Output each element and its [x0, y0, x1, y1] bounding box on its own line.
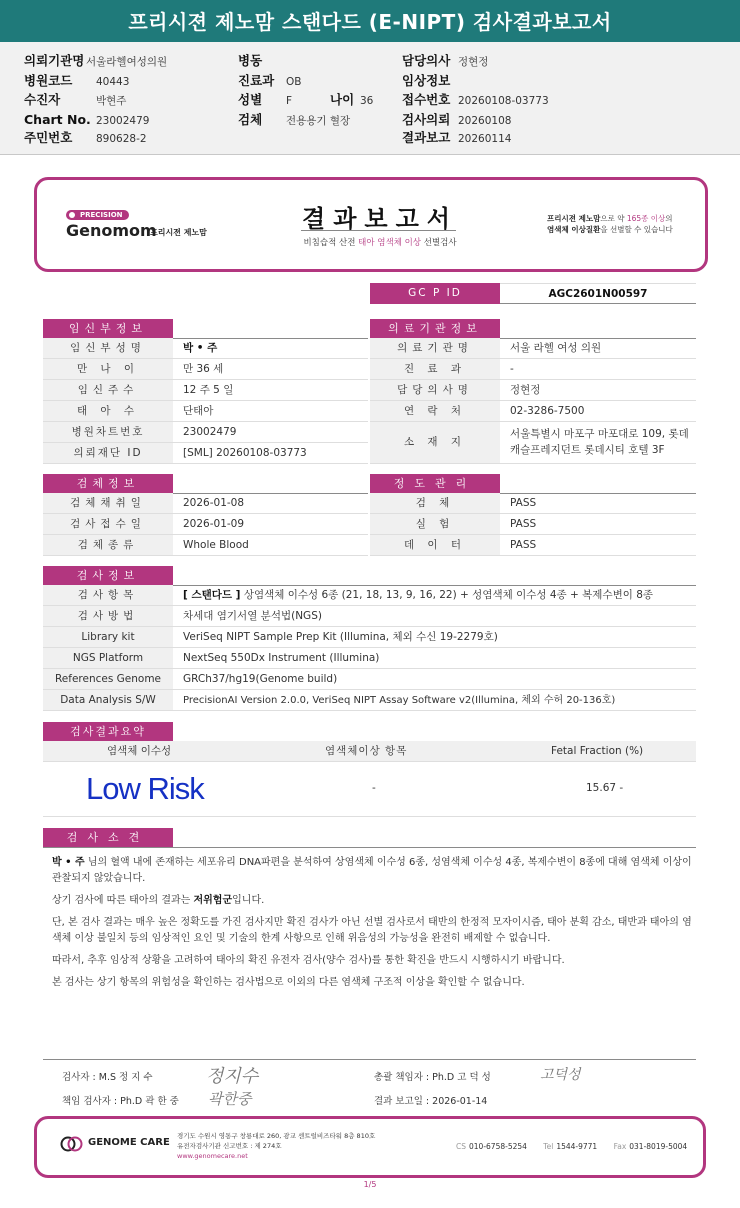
table-row: Data Analysis S/W PrecisionAI Version 2.0.0, VeriSeq NIPT Assay Software v2(Illumina, 체외 수허 20-136호) — [43, 690, 696, 711]
sex-field: 성별 F — [238, 92, 293, 107]
table-row: 검체종류 Whole Blood — [43, 535, 368, 556]
table-row: 담당의사명 정현정 — [370, 380, 696, 401]
patient-info-header — [0, 42, 740, 155]
table-row: 소 재 지 서울특별시 마포구 마포대로 109, 롯데 캐슬프레지던트 롯데시티 호텔 3F — [370, 422, 696, 464]
report-title: 결과보고서 — [302, 204, 458, 233]
clinical-info-field: 임상정보 — [402, 73, 451, 88]
page-number: 1/5 — [363, 1180, 377, 1189]
table-row: 연 락 처 02-3286-7500 — [370, 401, 696, 422]
tester-signature: 정지수 — [206, 1066, 259, 1087]
table-row: 검 체 PASS — [370, 493, 696, 514]
chief-tester-signature: 곽한중 — [208, 1090, 252, 1108]
signature-top-rule — [43, 1059, 696, 1060]
precision-tag: PRECISION — [66, 210, 129, 220]
table-row: 의뢰재단 ID [SML] 20260108-03773 — [43, 443, 368, 464]
pregnant-info-header: 임신부정보 — [43, 319, 173, 338]
age-field: 나이 36 — [330, 92, 374, 107]
patient-name-field: 수진자 박현주 — [24, 92, 127, 107]
specimen-info-header: 검체정보 — [43, 474, 173, 493]
title-divider — [301, 230, 456, 231]
report-window-title: 프리시젼 제노맘 스탠다드 (E-NIPT) 검사결과보고서 — [0, 0, 740, 42]
table-row: 병원차트번호 23002479 — [43, 422, 368, 443]
summary-column-headers: 염색체 이수성 염색체이상 항목 Fetal Fraction (%) — [43, 741, 696, 762]
table-row: 검사접수일 2026-01-09 — [43, 514, 368, 535]
chart-no-field: Chart No. 23002479 — [24, 112, 150, 127]
report-date-field: 결과보고 20260114 — [402, 130, 512, 145]
resident-no-field: 주민번호 890628-2 — [24, 130, 147, 145]
genomom-logo: Genomom — [66, 221, 157, 240]
genomom-logo-sub: 프리시젼 제노맘 — [150, 228, 207, 237]
summary-header: 검사결과요약 — [43, 722, 173, 741]
opinion-rule — [43, 847, 696, 848]
doctor-field: 담당의사 정현정 — [402, 53, 489, 68]
opinion-paragraph-3: 단, 본 검사 결과는 매우 높은 정확도를 가진 검사지만 확진 검사가 아닌 선별 검사로서 태반의 한정적 모자이시즘, 태아 분획 감소, 태반과 태아의 염색체 이상 불일치 등의 임상적인 요인 및 기술의 한계 사항으로 인해 위음성의 가능성을 완전히 배제할 수 없습니다. — [52, 917, 692, 944]
chief-tester-name: 책임 검사자 : Ph.D 곽 한 중 — [62, 1096, 179, 1107]
gcp-id-label: GC P ID — [370, 283, 500, 304]
table-row: References Genome GRCh37/hg19(Genome build) — [43, 669, 696, 690]
director-signature: 고덕성 — [540, 1067, 581, 1083]
opinion-paragraph-2: 상기 검사에 따른 태아의 결과는 저위험군입니다. — [52, 895, 265, 906]
table-row: 임신부성명 박 • 주 — [43, 338, 368, 359]
opinion-header: 검사소견 — [43, 828, 173, 847]
table-row: 데 이 터 PASS — [370, 535, 696, 556]
request-date-field: 검사의뢰 20260108 — [402, 112, 512, 127]
table-row: 태 아 수 단태아 — [43, 401, 368, 422]
address-value: 서울특별시 마포구 마포대로 109, 롯데 캐슬프레지던트 롯데시티 호텔 3F — [510, 428, 689, 456]
report-subtitle: 비침습적 산전 태아 염색체 이상 선별검사 — [303, 238, 457, 248]
table-row: 실 험 PASS — [370, 514, 696, 535]
tester-name: 검사자 : M.S 정 지 수 — [62, 1072, 153, 1083]
website-link[interactable]: www.genomecare.net — [177, 1152, 248, 1160]
ward-field: 병동 — [238, 53, 263, 68]
receipt-no-field: 접수번호 20260108-03773 — [402, 92, 549, 107]
summary-bottom-rule — [43, 816, 696, 817]
fetal-fraction-value: 15.67 - — [586, 782, 624, 794]
qc-info-header: 정도관리 — [370, 474, 500, 493]
department-field: 진료과 OB — [238, 73, 302, 88]
abnormal-items-value: - — [372, 782, 376, 794]
table-row: 만 나 이 만 36 세 — [43, 359, 368, 380]
opinion-paragraph-5: 본 검사는 상기 항목의 위험성을 확인하는 검사법으로 이외의 다른 염색체 구조적 이상을 확인할 수 없습니다. — [52, 977, 525, 988]
hospital-code-field: 병원코드 40443 — [24, 73, 130, 88]
test-info-header: 검사정보 — [43, 566, 173, 585]
banner-note: 프리시젼 제노맘으로 약 165종 이상의 염색체 이상질환을 선별할 수 있습니다 — [547, 214, 673, 234]
report-date: 결과 보고일 : 2026-01-14 — [374, 1096, 488, 1107]
specimen-field: 검체 전용용기 혈장 — [238, 112, 351, 127]
risk-result: Low Risk — [86, 771, 204, 806]
footer-contacts: CS 010-6758-5254 Tel 1544-9771 Fax 031-8019-5004 — [456, 1142, 688, 1151]
table-row: 검사방법 차세대 염기서열 분석법(NGS) — [43, 606, 696, 627]
footer-address: 경기도 수원시 영통구 창룡대로 260, 광교 센트럴비즈타워 8층 810호 유전자검사기관 신고번호 : 제 274호 www.genomecare.net — [177, 1132, 376, 1160]
opinion-paragraph-1: 박 • 주 님의 혈액 내에 존재하는 세포유리 DNA파편을 분석하여 상염색체 이수성 6종, 성염색체 이수성 4종, 복제수변이 8종에 대해 염색체 이상이 관찰되지 않았습니다. — [52, 857, 692, 884]
genome-care-logo-icon — [60, 1136, 84, 1152]
table-row: 검체채취일 2026-01-08 — [43, 493, 368, 514]
table-row: Library kit VeriSeq NIPT Sample Prep Kit (Illumina, 체외 수신 19-2279호) — [43, 627, 696, 648]
genome-care-logo: GENOME CARE — [88, 1137, 170, 1148]
table-row: 검사항목 [ 스탠다드 ] 상염색체 이수성 6종 (21, 18, 13, 9, 16, 22) + 성염색체 이수성 4종 + 복제수변이 8종 — [43, 585, 696, 606]
opinion-paragraph-4: 따라서, 추후 임상적 상황을 고려하여 태아의 확진 유전자 검사(양수 검사)를 통한 확진을 반드시 시행하시기 바랍니다. — [52, 955, 565, 966]
director-name: 총괄 책임자 : Ph.D 고 덕 성 — [374, 1072, 491, 1083]
institution-field: 의뢰기관명 서울라헬여성의원 — [24, 53, 168, 68]
table-row: 진 료 과 - — [370, 359, 696, 380]
institution-info-header: 의료기관정보 — [370, 319, 500, 338]
table-row: 의료기관명 서울 라헬 여성 의원 — [370, 338, 696, 359]
table-row: 임신주수 12 주 5 일 — [43, 380, 368, 401]
table-row: NGS Platform NextSeq 550Dx Instrument (Illumina) — [43, 648, 696, 669]
gcp-id-value: AGC2601N00597 — [500, 283, 696, 304]
